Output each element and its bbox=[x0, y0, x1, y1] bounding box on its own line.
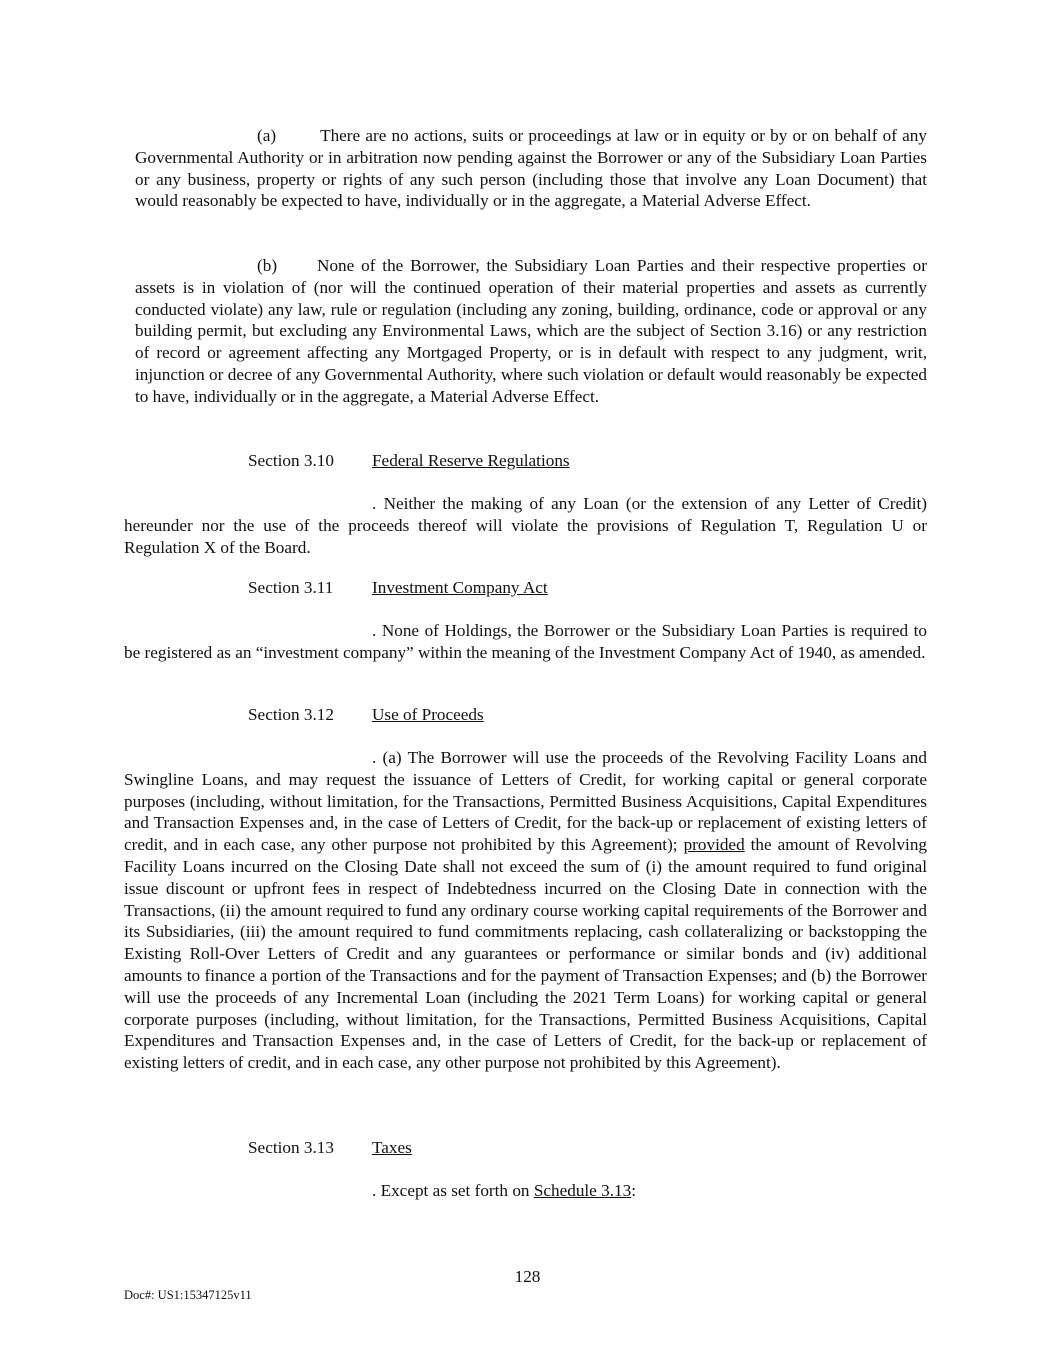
section-3-13-title: Taxes bbox=[372, 1138, 412, 1157]
section-3-11-title: Investment Company Act bbox=[372, 578, 548, 597]
section-3-13-text-pre: . Except as set forth on bbox=[372, 1181, 530, 1200]
schedule-3-13-link: Schedule 3.13 bbox=[533, 1181, 632, 1200]
paragraph-a-label: (a) bbox=[257, 126, 277, 145]
document-id: Doc#: US1:15347125v11 bbox=[124, 1288, 252, 1302]
section-3-12-text-2: the amount of Revolving Facility Loans incurred on the Closing Date shall not exceed the sum of (i) the amount required to fund original issue discount or upfront fees in respect of Indebtedness incurred on the Closing Date in connection with the Transactions, (ii) the amount required to fund any ordinary course working capital requirements of the Borrower and its Subsidiaries, (iii) the amount required to fund commitments replacing, cash collateralizing or backstopping the Existing Roll-Over Letters of Credit and any guarantees or performance or similar bonds and (iv) additional amounts to finance a portion of the Transactions and for the payment of Transaction Expenses; and (b) the Borrower will use the proceeds of any Incremental Loan (including the 2021 Term Loans) for working capital or general corporate purposes (including, without limitation, for the Transactions, Permitted Business Acquisitions, Capital Expenditures and Transaction Expenses and, in the case of Letters of Credit, for the back-up or replacement of existing letters of credit, and in each case, any other purpose not prohibited by this Agreement). bbox=[124, 835, 928, 1073]
section-3-10-text: . Neither the making of any Loan (or the extension of any Letter of Credit) hereunder nor the use of the proceeds thereof will violate the provisions of Regulation T, Regulation U or Regulation X of the Board. bbox=[124, 494, 927, 557]
paragraph-a bbox=[135, 125, 927, 212]
section-3-11-text: . None of Holdings, the Borrower or the Subsidiary Loan Parties is required to be registered as an “investment company” within the meaning of the Investment Company Act of 1940, as amended. bbox=[124, 621, 927, 662]
section-3-10-title: Federal Reserve Regulations bbox=[372, 451, 570, 470]
section-3-13-number: Section 3.13 bbox=[248, 1138, 334, 1157]
paragraph-b-label: (b) bbox=[257, 256, 278, 275]
section-3-11-body bbox=[124, 620, 927, 664]
paragraph-b bbox=[135, 255, 927, 408]
section-3-13-text-post: : bbox=[631, 1181, 636, 1200]
paragraph-a-text: There are no actions, suits or proceedings at law or in equity or by or on behalf of any Governmental Authority or in arbitration now pending against the Borrower or any of the Subsidiary Loan Parties or any business, property or rights of any such person (including those that involve any Loan Document) that would reasonably be expected to have, individually or in the aggregate, a Material Adverse Effect. bbox=[135, 126, 927, 211]
page-number: 128 bbox=[514, 1267, 541, 1286]
section-3-12-number: Section 3.12 bbox=[248, 705, 334, 724]
section-3-12-body bbox=[124, 747, 927, 1074]
section-3-12-text-1: . (a) The Borrower will use the proceeds of the Revolving Facility Loans and Swingline Loans, and may request the issuance of Letters of Credit, for working capital or general corporate purposes (including, without limitation, for the Transactions, Permitted Business Acquisitions, Capital Expenditures and Transaction Expenses and, in the case of Letters of Credit, for the back-up or replacement of existing letters of credit, and in each case, any other purpose not prohibited by this Agreement); bbox=[124, 748, 927, 855]
section-3-10-body bbox=[124, 493, 927, 558]
provided-term: provided bbox=[683, 835, 745, 855]
section-3-13-body bbox=[372, 1180, 927, 1202]
section-3-10-number: Section 3.10 bbox=[248, 451, 334, 470]
section-3-12-title: Use of Proceeds bbox=[372, 705, 484, 724]
paragraph-b-text: None of the Borrower, the Subsidiary Loan Parties and their respective properties or assets is in violation of (nor will the continued operation of their material properties and assets as currently conducted violate) any law, rule or regulation (including any zoning, building, ordinance, code or approval or any building permit, but excluding any Environmental Laws, which are the subject of Section 3.16) or any restriction of record or agreement affecting any Mortgaged Property, or is in default with respect to any judgment, writ, injunction or decree of any Governmental Authority, where such violation or default would reasonably be expected to have, individually or in the aggregate, a Material Adverse Effect. bbox=[135, 256, 927, 406]
section-3-11-number: Section 3.11 bbox=[248, 578, 334, 597]
